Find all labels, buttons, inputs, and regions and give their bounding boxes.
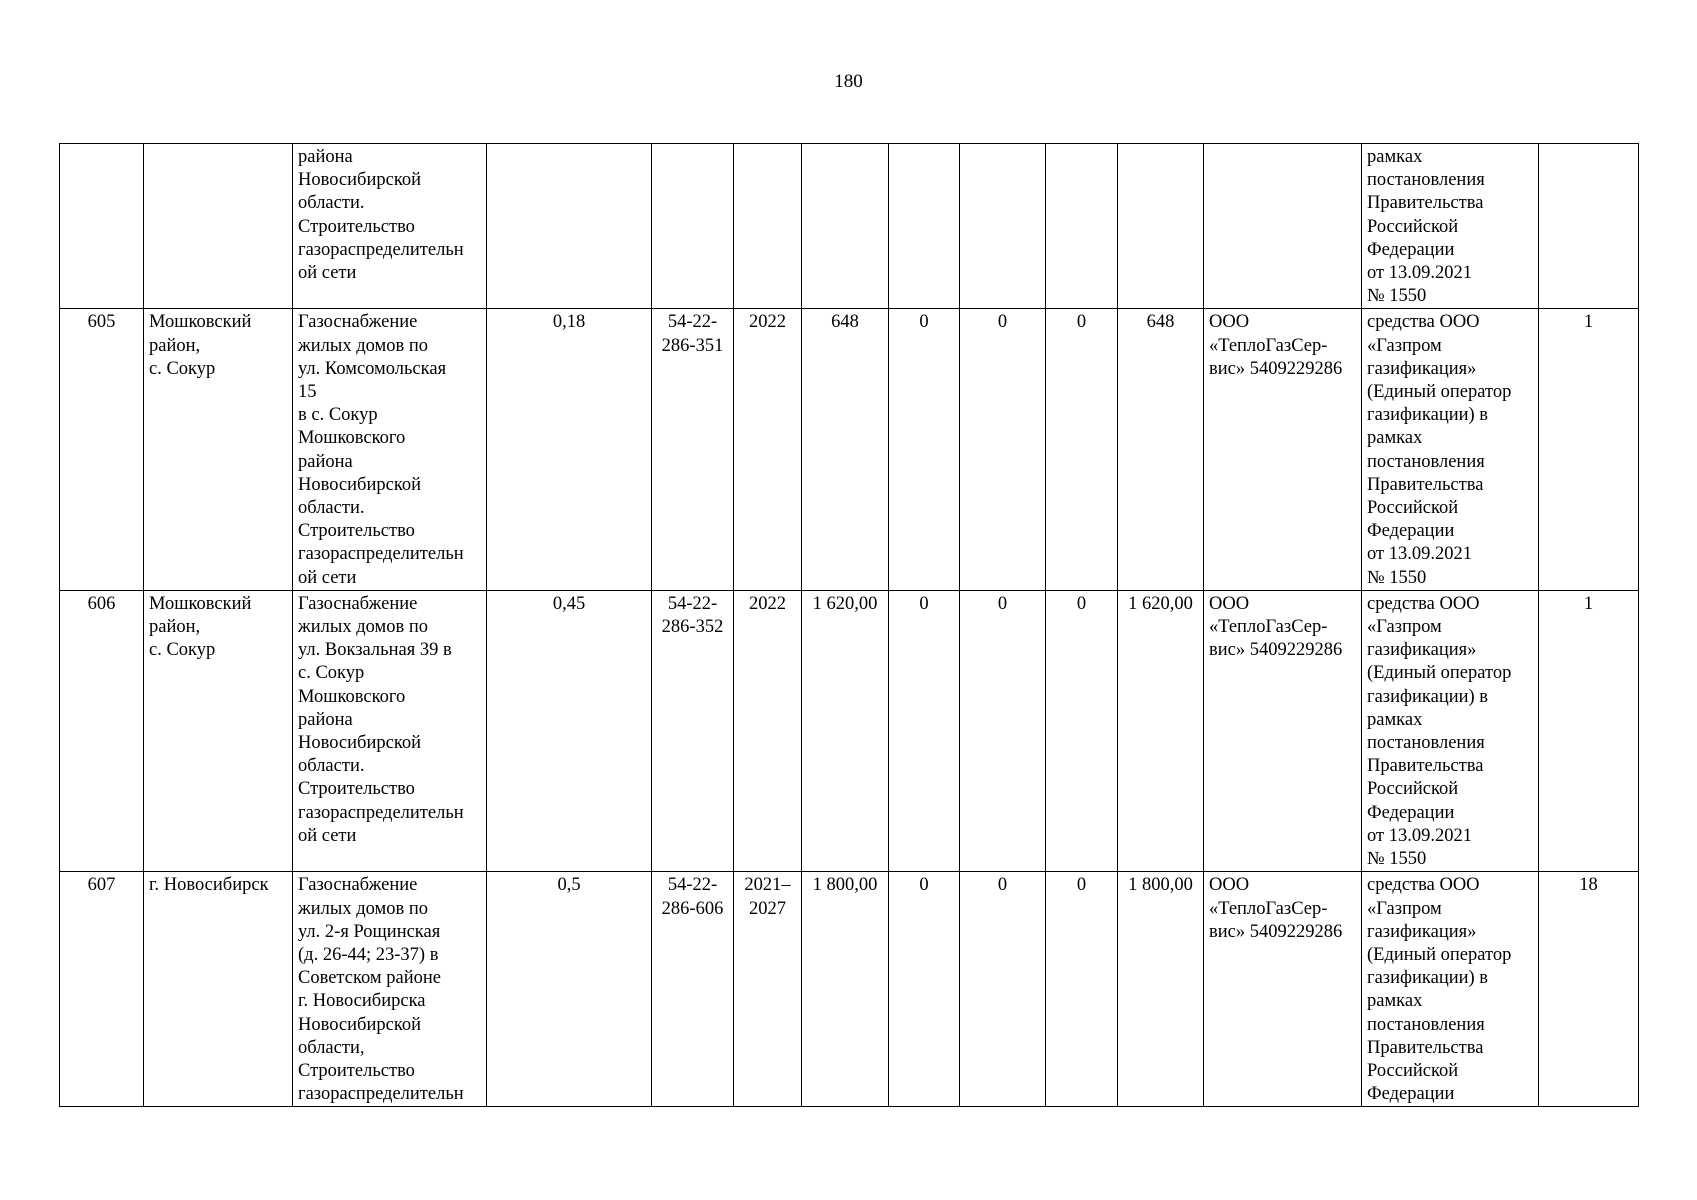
cell-text-line: Правительства	[1367, 474, 1484, 495]
federal-budget-cell	[889, 872, 960, 1107]
local-budget-cell	[1046, 872, 1118, 1107]
other-sources-cell	[1118, 872, 1204, 1107]
program-table	[59, 143, 1639, 1107]
cell-text-line: Строительство	[298, 521, 415, 542]
description-cell	[293, 872, 487, 1107]
cell-text-line: газификация»	[1367, 640, 1477, 661]
other-sources-cell	[1118, 144, 1204, 309]
cell-text-line: (Единый оператор	[1367, 382, 1512, 403]
cell-text-line: Строительство	[298, 1060, 415, 1081]
description-cell	[293, 590, 487, 871]
cell-text-line: 0	[997, 875, 1008, 896]
cell-text-line: Российской	[1367, 498, 1459, 519]
length-cell	[487, 144, 652, 309]
cell-text-line: «ТеплоГазСер-	[1209, 898, 1328, 919]
cell-text-line: район,	[149, 335, 201, 356]
cell-text-line: «Газпром	[1367, 898, 1442, 919]
cell-text-line: «ТеплоГазСер-	[1209, 335, 1328, 356]
count-cell	[1539, 872, 1639, 1107]
cell-text-line: средства ООО	[1367, 875, 1480, 896]
cell-text-line: № 1550	[1367, 567, 1427, 588]
cell-text-line: области.	[298, 193, 365, 214]
cell-text-line: 1 620,00	[1128, 593, 1193, 614]
cell-text-line: ООО	[1209, 593, 1250, 614]
cell-text-line: района	[298, 147, 353, 167]
row-number-cell	[60, 144, 144, 309]
cell-text-line: 2022	[749, 593, 786, 614]
cell-text-line: Строительство	[298, 779, 415, 800]
cell-text-line: 1 800,00	[1128, 875, 1193, 896]
cell-text-line: ул. Вокзальная 39 в	[298, 640, 452, 661]
cell-text-line: газораспределительн	[298, 1084, 464, 1105]
executor-cell	[1204, 590, 1362, 871]
cell-text-line: постановления	[1367, 733, 1485, 754]
total-cost-cell	[802, 872, 889, 1107]
federal-budget-cell	[889, 590, 960, 871]
cell-text-line: Российской	[1367, 1060, 1459, 1081]
cell-text-line: области.	[298, 756, 365, 777]
cell-text-line: 286-351	[661, 335, 724, 356]
cell-text-line: Строительство	[298, 216, 415, 237]
cell-text-line: ой сети	[298, 567, 357, 588]
cell-text-line: жилых домов по	[298, 617, 428, 638]
cell-text-line: район,	[149, 617, 201, 638]
cell-text-line: рамках	[1367, 147, 1423, 167]
cell-text-line: 0	[919, 312, 929, 333]
years-cell	[734, 309, 802, 590]
cell-text-line: Федерации	[1367, 521, 1455, 542]
row-number-cell	[60, 309, 144, 590]
cell-text-line: 606	[87, 593, 116, 614]
page-number: 180	[834, 71, 863, 92]
cell-text-line: постановления	[1367, 451, 1485, 472]
cell-text-line: ул. 2-я Рощинская	[298, 921, 441, 942]
location-cell	[144, 309, 293, 590]
regional-budget-cell	[960, 144, 1046, 309]
location-cell	[144, 590, 293, 871]
table-row	[60, 590, 1639, 871]
cell-text-line: «Газпром	[1367, 617, 1442, 638]
cell-text-line: 2027	[749, 898, 786, 919]
local-budget-cell	[1046, 144, 1118, 309]
cell-text-line: «ТеплоГазСер-	[1209, 617, 1328, 638]
cell-text-line: ой сети	[298, 263, 357, 284]
cell-text-line: вис» 5409229286	[1209, 640, 1343, 661]
cell-text-line: Мошковского	[298, 686, 406, 707]
cell-text-line: в с. Сокур	[298, 405, 378, 426]
federal-budget-cell	[889, 309, 960, 590]
object-code-cell	[652, 872, 734, 1107]
cell-text-line: газораспределительн	[298, 802, 464, 823]
regional-budget-cell	[960, 872, 1046, 1107]
cell-text-line: 0	[1076, 593, 1087, 614]
cell-text-line: района	[298, 709, 353, 730]
table-row	[60, 144, 1639, 309]
cell-text-line: Новосибирской	[298, 733, 422, 754]
cell-text-line: постановления	[1367, 170, 1485, 191]
row-number-cell	[60, 590, 144, 871]
cell-text-line: 18	[1579, 875, 1598, 896]
cell-text-line: 15	[298, 382, 317, 403]
cell-text-line: 0	[919, 875, 929, 896]
cell-text-line: района	[298, 451, 353, 472]
cell-text-line: рамках	[1367, 709, 1423, 730]
cell-text-line: области,	[298, 1037, 365, 1058]
object-code-cell	[652, 590, 734, 871]
length-cell	[487, 309, 652, 590]
cell-text-line: 0	[1076, 312, 1087, 333]
cell-text-line: с. Сокур	[298, 663, 365, 684]
cell-text-line: 0,5	[557, 875, 581, 896]
cell-text-line: с. Сокур	[149, 358, 216, 379]
cell-text-line: № 1550	[1367, 849, 1427, 870]
cell-text-line: 286-352	[661, 617, 724, 638]
description-cell	[293, 144, 487, 309]
local-budget-cell	[1046, 590, 1118, 871]
cell-text-line: средства ООО	[1367, 593, 1480, 614]
cell-text-line: 54-22-	[667, 593, 718, 614]
cell-text-line: (д. 26-44; 23-37) в	[298, 944, 439, 965]
regional-budget-cell	[960, 590, 1046, 871]
federal-budget-cell	[889, 144, 960, 309]
regional-budget-cell	[960, 309, 1046, 590]
cell-text-line: Российской	[1367, 216, 1459, 237]
cell-text-line: 0,18	[552, 312, 586, 333]
cell-text-line: 607	[87, 875, 116, 896]
cell-text-line: 0,45	[552, 593, 586, 614]
cell-text-line: 0	[997, 312, 1008, 333]
executor-cell	[1204, 144, 1362, 309]
cell-text-line: жилых домов по	[298, 898, 428, 919]
cell-text-line: «Газпром	[1367, 335, 1442, 356]
cell-text-line: (Единый оператор	[1367, 663, 1512, 684]
count-cell	[1539, 309, 1639, 590]
cell-text-line: газификация»	[1367, 921, 1477, 942]
cell-text-line: Федерации	[1367, 1084, 1455, 1105]
location-cell	[144, 872, 293, 1107]
table-row	[60, 872, 1639, 1107]
cell-text-line: ООО	[1209, 875, 1250, 896]
cell-text-line: вис» 5409229286	[1209, 358, 1343, 379]
cell-text-line: 605	[87, 312, 116, 333]
funding-source-cell	[1362, 590, 1539, 871]
cell-text-line: 2022	[749, 312, 786, 333]
cell-text-line: 0	[1076, 875, 1087, 896]
cell-text-line: Газоснабжение	[298, 593, 418, 614]
cell-text-line: 286-606	[661, 898, 724, 919]
cell-text-line: рамках	[1367, 991, 1423, 1012]
cell-text-line: Мошковский	[149, 593, 252, 614]
funding-source-cell	[1362, 872, 1539, 1107]
cell-text-line: с. Сокур	[149, 640, 216, 661]
cell-text-line: Новосибирской	[298, 474, 422, 495]
cell-text-line: газификация»	[1367, 358, 1477, 379]
cell-text-line: 1 800,00	[812, 875, 878, 896]
cell-text-line: г. Новосибирска	[298, 991, 426, 1012]
cell-text-line: ой сети	[298, 825, 357, 846]
funding-source-cell	[1362, 144, 1539, 309]
location-cell	[144, 144, 293, 309]
cell-text-line: ул. Комсомольская	[298, 358, 447, 379]
cell-text-line: газификации) в	[1367, 405, 1489, 426]
cell-text-line: Правительства	[1367, 1037, 1484, 1058]
cell-text-line: от 13.09.2021	[1367, 263, 1472, 284]
cell-text-line: Новосибирской	[298, 170, 422, 191]
cell-text-line: 1	[1583, 312, 1594, 333]
cell-text-line: Федерации	[1367, 802, 1455, 823]
cell-text-line: жилых домов по	[298, 335, 428, 356]
cell-text-line: 54-22-	[667, 312, 718, 333]
cell-text-line: ООО	[1209, 312, 1250, 333]
cell-text-line: (Единый оператор	[1367, 944, 1512, 965]
years-cell	[734, 144, 802, 309]
other-sources-cell	[1118, 309, 1204, 590]
cell-text-line: от 13.09.2021	[1367, 544, 1472, 565]
cell-text-line: Газоснабжение	[298, 875, 418, 896]
cell-text-line: Правительства	[1367, 193, 1484, 214]
executor-cell	[1204, 872, 1362, 1107]
cell-text-line: от 13.09.2021	[1367, 825, 1472, 846]
total-cost-cell	[802, 144, 889, 309]
years-cell	[734, 590, 802, 871]
count-cell	[1539, 590, 1639, 871]
cell-text-line: Мошковского	[298, 428, 406, 449]
other-sources-cell	[1118, 590, 1204, 871]
cell-text-line: 648	[831, 312, 859, 333]
cell-text-line: Новосибирской	[298, 1014, 422, 1035]
cell-text-line: рамках	[1367, 428, 1423, 449]
cell-text-line: Федерации	[1367, 239, 1455, 260]
cell-text-line: № 1550	[1367, 286, 1427, 307]
cell-text-line: 2021–	[744, 875, 791, 896]
object-code-cell	[652, 144, 734, 309]
years-cell	[734, 872, 802, 1107]
cell-text-line: 54-22-	[667, 875, 718, 896]
cell-text-line: постановления	[1367, 1014, 1485, 1035]
length-cell	[487, 872, 652, 1107]
row-number-cell	[60, 872, 144, 1107]
cell-text-line: Советском районе	[298, 968, 441, 989]
executor-cell	[1204, 309, 1362, 590]
table-row	[60, 309, 1639, 590]
cell-text-line: газификации) в	[1367, 968, 1489, 989]
funding-source-cell	[1362, 309, 1539, 590]
cell-text-line: г. Новосибирск	[149, 875, 269, 896]
total-cost-cell	[802, 309, 889, 590]
cell-text-line: Российской	[1367, 779, 1459, 800]
object-code-cell	[652, 309, 734, 590]
cell-text-line: 1 620,00	[812, 593, 878, 614]
cell-text-line: вис» 5409229286	[1209, 921, 1343, 942]
local-budget-cell	[1046, 309, 1118, 590]
cell-text-line: Мошковский	[149, 312, 252, 333]
cell-text-line: 648	[1146, 312, 1175, 333]
cell-text-line: 0	[997, 593, 1008, 614]
cell-text-line: газификации) в	[1367, 686, 1489, 707]
cell-text-line: газораспределительн	[298, 239, 464, 260]
description-cell	[293, 309, 487, 590]
cell-text-line: Газоснабжение	[298, 312, 418, 333]
length-cell	[487, 590, 652, 871]
cell-text-line: средства ООО	[1367, 312, 1480, 333]
cell-text-line: области.	[298, 498, 365, 519]
cell-text-line: газораспределительн	[298, 544, 464, 565]
count-cell	[1539, 144, 1639, 309]
cell-text-line: 0	[919, 593, 929, 614]
total-cost-cell	[802, 590, 889, 871]
cell-text-line: Правительства	[1367, 756, 1484, 777]
cell-text-line: 1	[1583, 593, 1594, 614]
